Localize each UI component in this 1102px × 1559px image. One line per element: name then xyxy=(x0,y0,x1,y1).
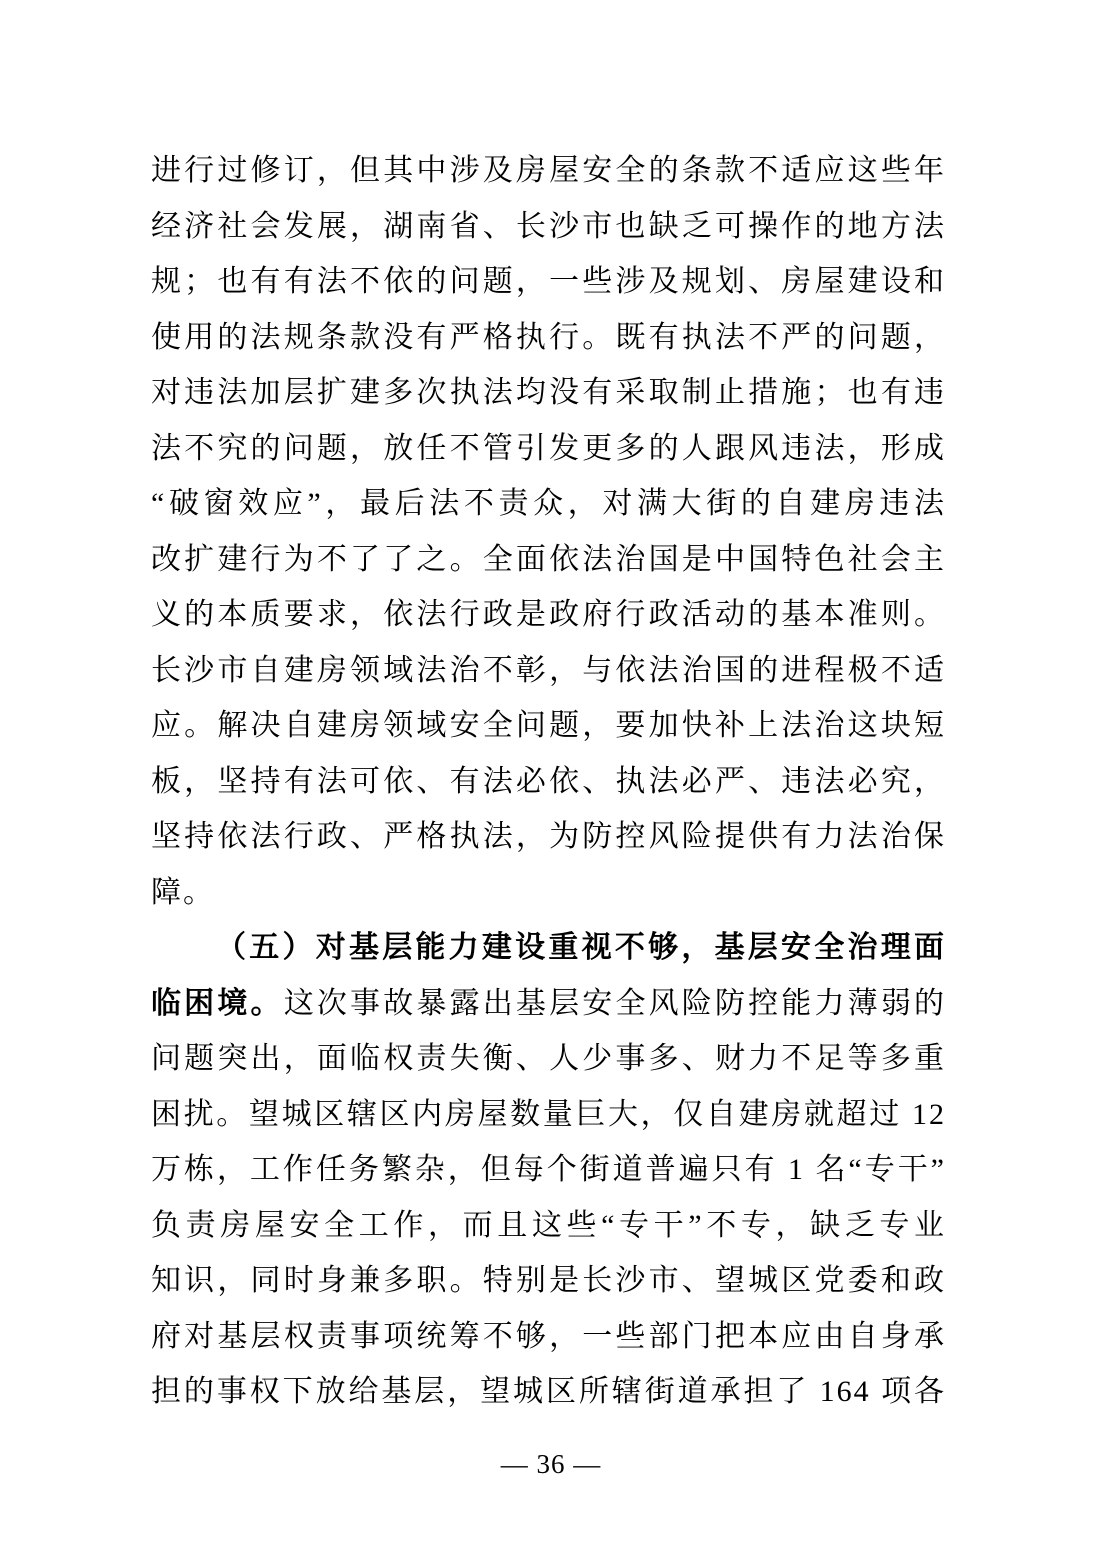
text-line-22: 府对基层权责事项统筹不够，一些部门把本应由自身承 xyxy=(151,1319,946,1353)
text-line-14: 障。 xyxy=(151,875,215,909)
text-line-06: 法不究的问题，放任不管引发更多的人跟风违法，形成 xyxy=(151,431,946,465)
text-line-17: 问题突出，面临权责失衡、人少事多、财力不足等多重 xyxy=(151,1042,946,1075)
text-line-16 xyxy=(151,976,946,1032)
text-line-07: “破窗效应”，最后法不责众，对满大街的自建房违法 xyxy=(151,487,946,520)
text-line-09: 义的本质要求，依法行政是政府行政活动的基本准则。 xyxy=(151,598,946,631)
page-number: — 36 — xyxy=(500,1449,602,1479)
section-heading-line: （五）对基层能力建设重视不够，基层安全治理面 xyxy=(216,931,946,964)
page-body xyxy=(151,143,946,1420)
text-line-01: 进行过修订，但其中涉及房屋安全的条款不适应这些年 xyxy=(151,154,946,187)
text-line-13: 坚持依法行政、严格执法，为防控风险提供有力法治保 xyxy=(151,820,946,853)
text-line-04: 使用的法规条款没有严格执行。既有执法不严的问题， xyxy=(151,320,946,354)
text-line-03: 规；也有有法不依的问题，一些涉及规划、房屋建设和 xyxy=(151,265,946,298)
section-heading-continuation: 临困境。 xyxy=(151,986,284,1020)
text-line-10: 长沙市自建房领域法治不彰，与依法治国的进程极不适 xyxy=(151,653,946,687)
text-line-21: 知识，同时身兼多职。特别是长沙市、望城区党委和政 xyxy=(151,1264,946,1297)
body-text: 这次事故暴露出基层安全风险防控能力薄弱的 xyxy=(283,986,947,1020)
text-line-19: 万栋，工作任务繁杂，但每个街道普遍只有 1 名“专干” xyxy=(151,1153,946,1186)
text-line-20: 负责房屋安全工作，而且这些“专干”不专，缺乏专业 xyxy=(151,1208,946,1242)
text-line-23: 担的事权下放给基层，望城区所辖街道承担了 164 项各 xyxy=(151,1375,946,1408)
text-line-08: 改扩建行为不了了之。全面依法治国是中国特色社会主 xyxy=(151,542,946,576)
text-line-12: 板，坚持有法可依、有法必依、执法必严、违法必究， xyxy=(151,764,946,798)
text-line-18: 困扰。望城区辖区内房屋数量巨大，仅自建房就超过 12 xyxy=(151,1097,946,1131)
text-line-11: 应。解决自建房领域安全问题，要加快补上法治这块短 xyxy=(151,709,946,742)
text-line-02: 经济社会发展，湖南省、长沙市也缺乏可操作的地方法 xyxy=(151,209,946,243)
text-line-05: 对违法加层扩建多次执法均没有采取制止措施；也有违 xyxy=(151,376,946,409)
